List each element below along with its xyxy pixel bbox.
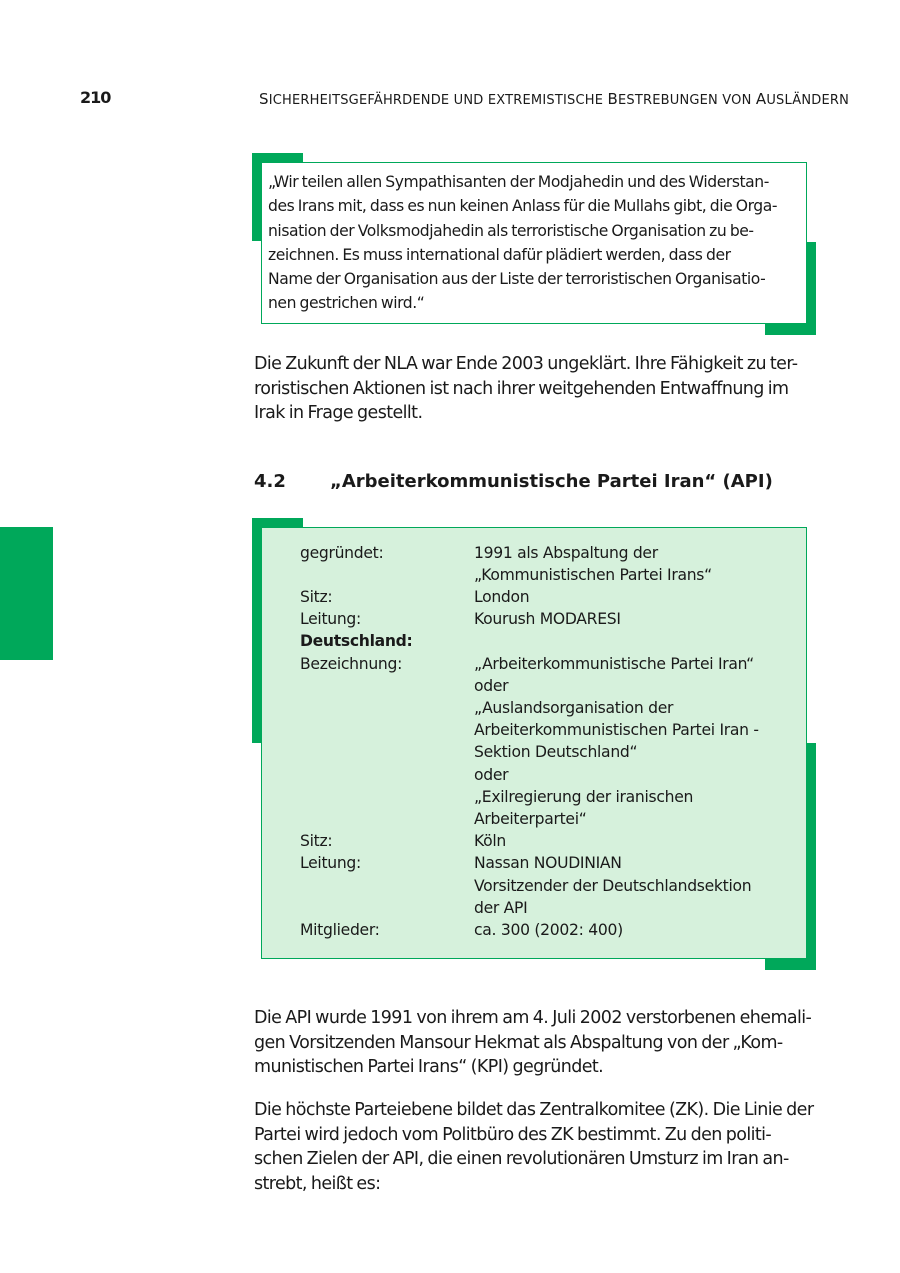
de-seat-value: Köln: [474, 832, 507, 850]
quote-accent-right: [807, 242, 816, 335]
info-accent-right: [807, 743, 816, 970]
quote-line: zeichnen. Es muss international dafür plädiert werden, dass der: [268, 245, 731, 264]
section-title: „Arbeiterkommunistische Partei Iran“ (API): [330, 471, 773, 492]
de-leader-value: Vorsitzender der Deutschlandsektion: [474, 877, 752, 895]
quote-line: nisation der Volksmodjahedin als terroristische Organisation zu be-: [268, 221, 754, 240]
name-value-line: oder: [474, 677, 509, 695]
quote-line: Name der Organisation aus der Liste der terroristischen Organisatio-: [268, 270, 766, 289]
running-header: [259, 90, 850, 108]
paragraph-line: Irak in Frage gestellt.: [254, 403, 423, 423]
leader-label: Leitung:: [300, 610, 361, 628]
quote-line: nen gestrichen wird.“: [268, 294, 425, 313]
name-value-line: oder: [474, 766, 509, 784]
paragraph-line: gen Vorsitzenden Mansour Hekmat als Abspaltung von der „Kom-: [254, 1032, 783, 1053]
page-number: 210: [80, 88, 111, 107]
paragraph-line: Die Zukunft der NLA war Ende 2003 ungeklärt. Ihre Fähigkeit zu ter-: [254, 354, 798, 374]
paragraph-line: Die API wurde 1991 von ihrem am 4. Juli 2002 verstorbenen ehemali-: [254, 1008, 812, 1028]
quote-line: des Irans mit, dass es nun keinen Anlass für die Mullahs gibt, die Orga-: [268, 197, 778, 216]
name-value-line: „Arbeiterkommunistische Partei Iran“: [474, 655, 754, 673]
de-leader-value: der API: [474, 899, 528, 917]
paragraph-line: schen Zielen der API, die einen revolutionären Umsturz im Iran an-: [254, 1149, 789, 1169]
quote-accent-bottom-right: [765, 324, 816, 335]
running-header-part: A: [755, 90, 767, 108]
founded-label: gegründet:: [300, 544, 384, 562]
name-label: Bezeichnung:: [300, 655, 403, 673]
quote-line: „Wir teilen allen Sympathisanten der Modjahedin und des Widerstan-: [268, 173, 769, 191]
name-value-line: Arbeiterpartei“: [474, 810, 587, 828]
info-accent-bottom-right: [765, 959, 816, 970]
paragraph-line: strebt, heißt es:: [254, 1173, 381, 1194]
germany-label: Deutschland:: [300, 632, 413, 650]
name-value-line: „Exilregierung der iranischen: [474, 788, 694, 806]
founded-value: 1991 als Abspaltung der: [474, 544, 658, 562]
paragraph-line: munistischen Partei Irans“ (KPI) gegründet.: [254, 1057, 604, 1077]
members-label: Mitglieder:: [300, 921, 380, 939]
quote-text: [268, 170, 803, 316]
de-seat-label: Sitz:: [300, 832, 333, 850]
leader-value: Kourush MODARESI: [474, 610, 621, 628]
section-number: 4.2: [254, 471, 286, 492]
section-heading: [254, 471, 773, 492]
members-value: ca. 300 (2002: 400): [474, 921, 623, 939]
running-header-part: B: [607, 90, 618, 108]
name-value-line: Arbeiterkommunistischen Partei Iran -: [474, 721, 759, 739]
name-value-line: „Auslandsorganisation der: [474, 699, 674, 717]
paragraph-line: Die höchste Parteiebene bildet das Zentralkomitee (ZK). Die Linie der: [254, 1100, 814, 1120]
info-accent-left: [252, 518, 261, 743]
paragraph-api-history: [254, 1006, 819, 1080]
running-header-part: ICHERHEITSGEFÄHRDENDE UND EXTREMISTISCHE: [268, 93, 608, 108]
name-value-line: Sektion Deutschland“: [474, 743, 638, 761]
de-leader-label: Leitung:: [300, 854, 361, 872]
paragraph-api-structure: [254, 1098, 819, 1196]
seat-label: Sitz:: [300, 588, 333, 606]
founded-value: „Kommunistischen Partei Irans“: [474, 566, 712, 584]
running-header-part: S: [259, 90, 269, 108]
paragraph-line: roristischen Aktionen ist nach ihrer weitgehenden Entwaffnung im: [254, 378, 789, 399]
running-header-part: USLÄNDERN: [766, 93, 850, 108]
quote-accent-left: [252, 153, 261, 241]
running-header-part: ESTREBUNGEN VON: [617, 93, 756, 108]
chapter-side-tab: [0, 527, 53, 660]
paragraph-line: Partei wird jedoch vom Politbüro des ZK bestimmt. Zu den politi-: [254, 1124, 772, 1145]
paragraph-nla: [254, 352, 819, 426]
seat-value: London: [474, 588, 530, 606]
de-leader-value: Nassan NOUDINIAN: [474, 854, 622, 872]
